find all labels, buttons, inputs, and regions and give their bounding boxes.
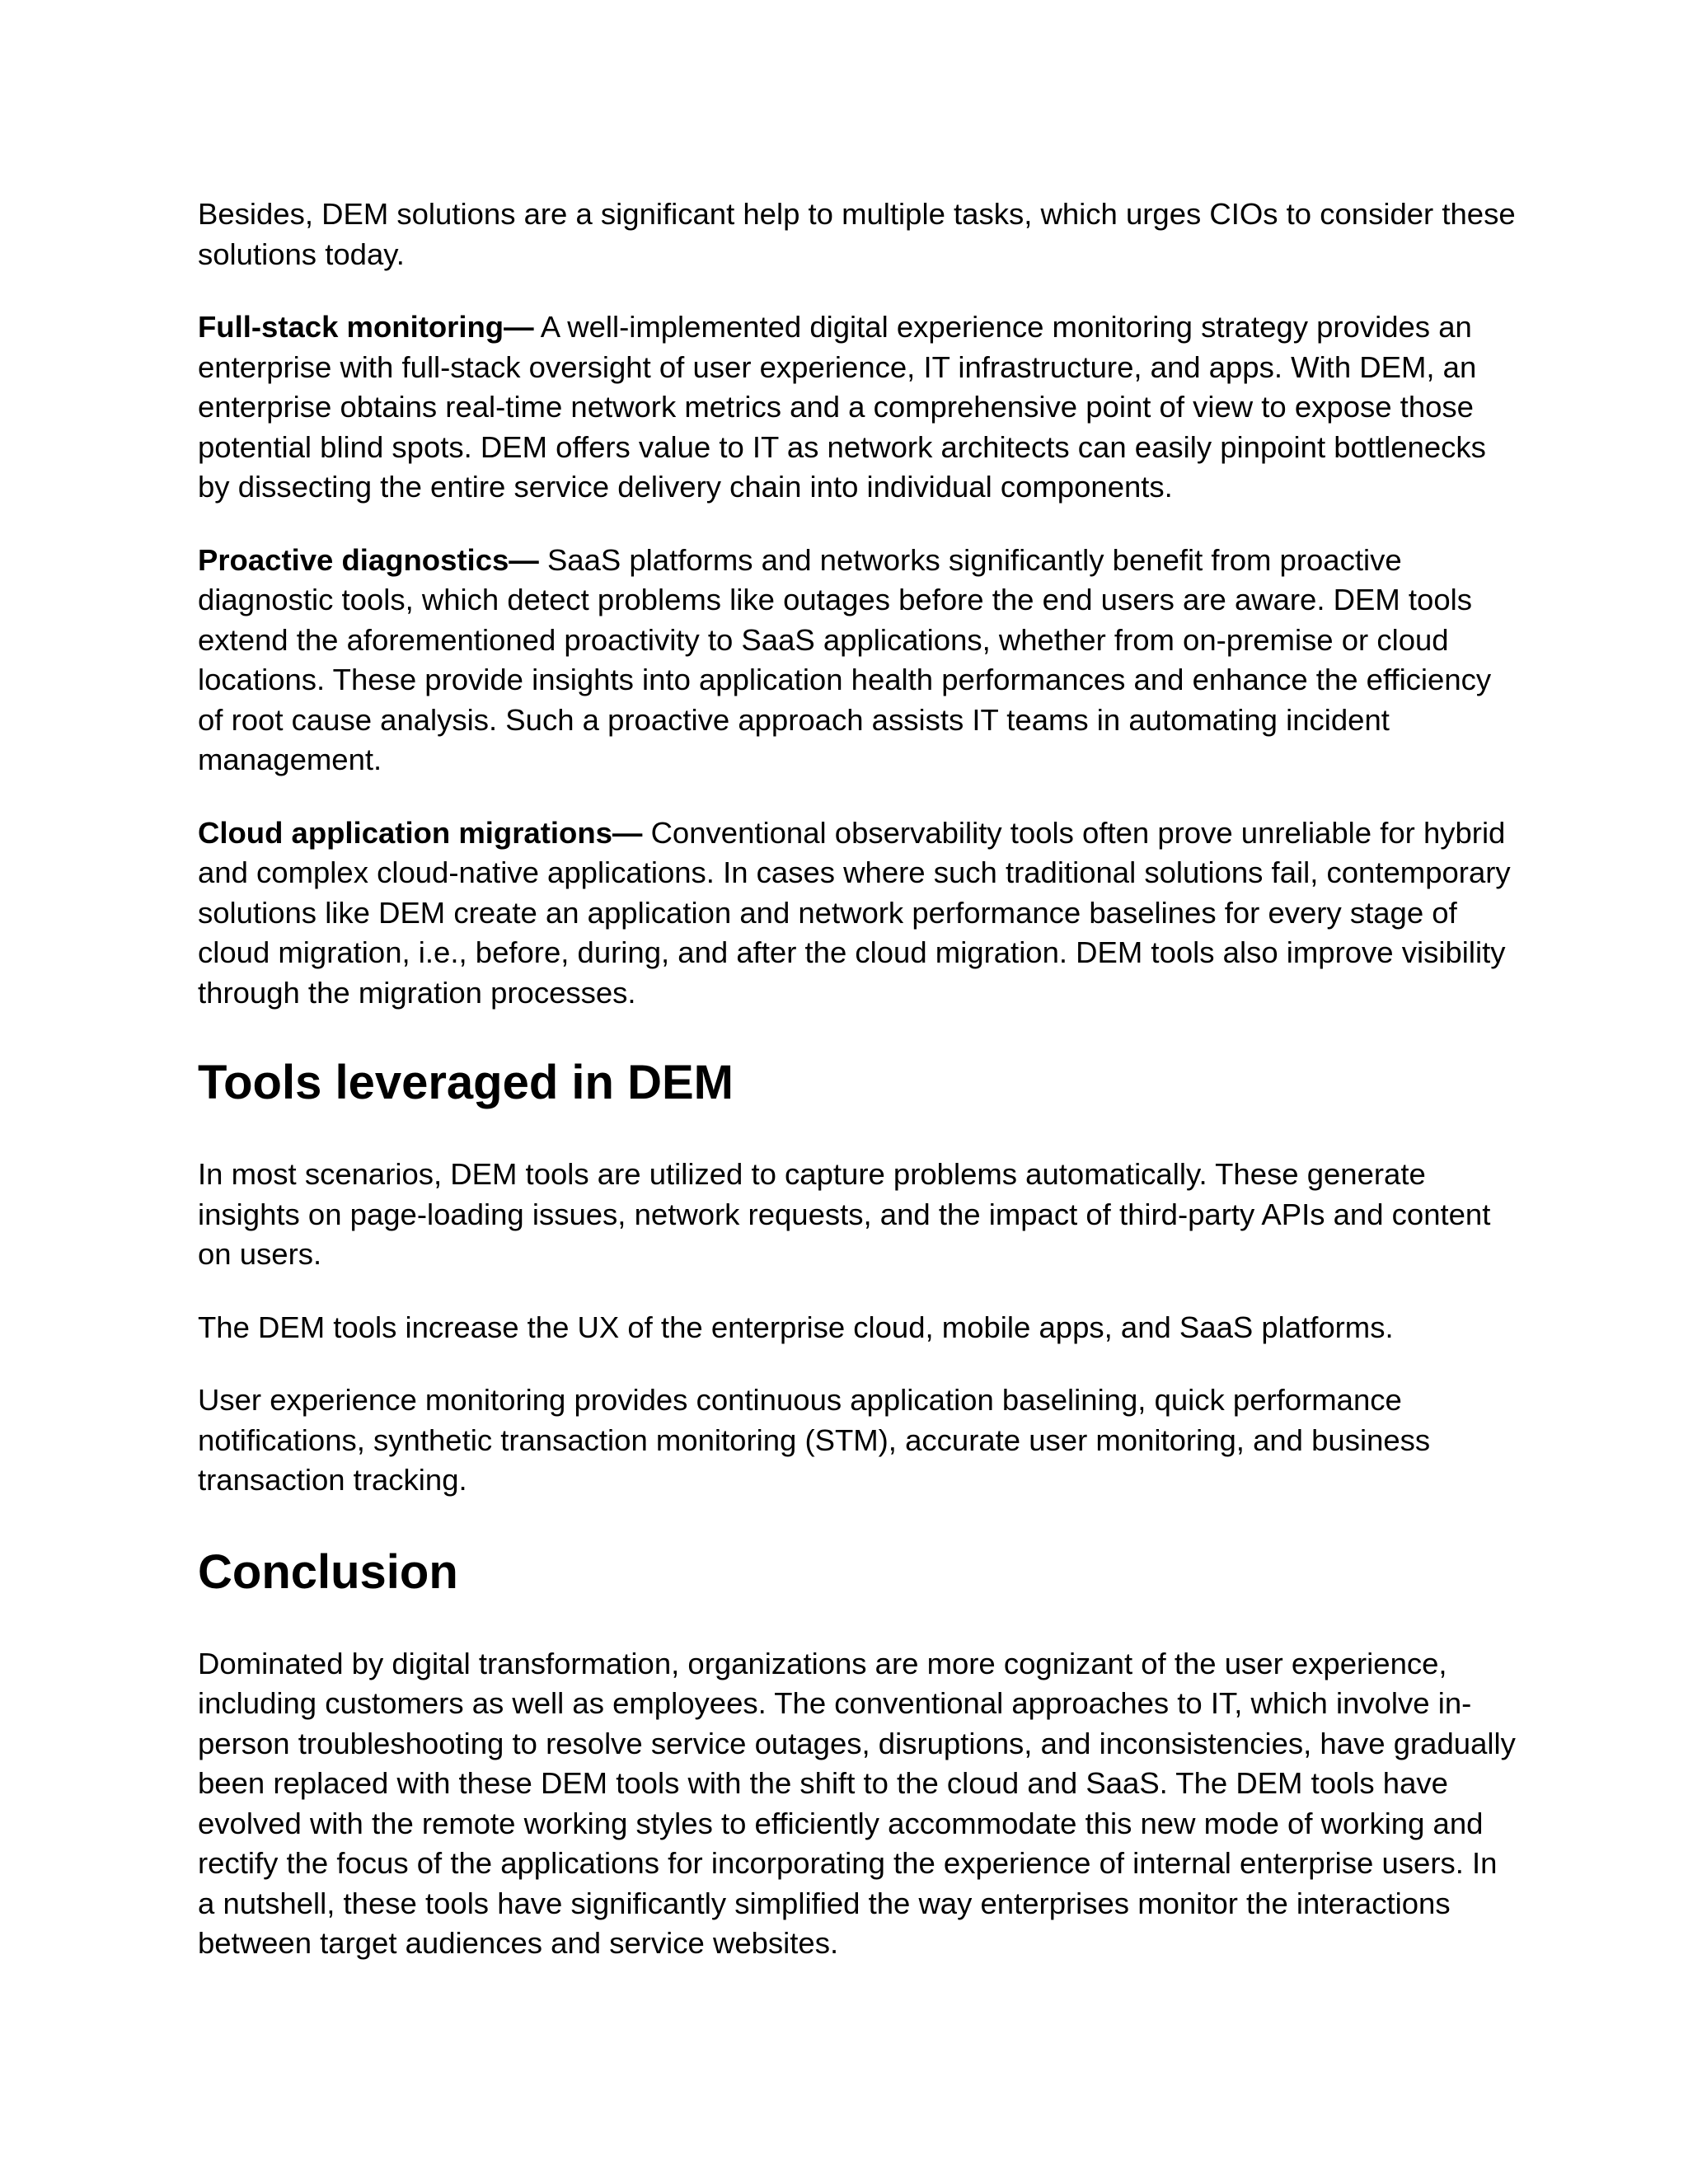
intro-paragraph: Besides, DEM solutions are a significant help to multiple tasks, which urges CIOs to consider these solutions today. [198, 197, 1516, 271]
cloud-migrations-paragraph [198, 813, 1517, 1014]
proactive-diagnostics-text: SaaS platforms and networks significantly benefit from proactive diagnostic tools, which detect problems like outages before the end users are aware. DEM tools extend the aforementioned proactivity to SaaS applications, whether from on-premise or cloud locations. These provide insights into application health performances and enhance the efficiency of root cause analysis. Such a proactive approach assists IT teams in automating incident management. [198, 542, 1492, 776]
cloud-migrations-text: Conventional observability tools often prove unreliable for hybrid and complex cloud-native applications. In cases where such traditional solutions fail, contemporary solutions like DEM create an application and network performance baselines for every stage of cloud migration, i.e., before, during, and after the cloud migration. DEM tools also improve visibility through the migration processes. [198, 815, 1511, 1010]
tools-paragraph-3: User experience monitoring provides continuous application baselining, quick performance notifications, synthetic transaction monitoring (STM), accurate user monitoring, and business transaction tracking. [198, 1383, 1431, 1497]
full-stack-monitoring-text: A well-implemented digital experience monitoring strategy provides an enterprise with full-stack oversight of user experience, IT infrastructure, and apps. With DEM, an enterprise obtains real-time network metrics and a comprehensive point of view to expose those potential blind spots. DEM offers value to IT as network architects can easily pinpoint bottlenecks by dissecting the entire service delivery chain into individual components. [198, 310, 1486, 504]
full-stack-monitoring-paragraph [198, 307, 1517, 508]
full-stack-monitoring-lead: Full-stack monitoring— [198, 310, 534, 344]
cloud-migrations-lead: Cloud application migrations— [198, 815, 643, 850]
document-page [198, 194, 1517, 1997]
tools-paragraph-1: In most scenarios, DEM tools are utilized to capture problems automatically. These generate insights on page-loading issues, network requests, and the impact of third-party APIs and content on users. [198, 1157, 1491, 1271]
proactive-diagnostics-paragraph [198, 541, 1517, 780]
conclusion-heading: Conclusion [198, 1544, 458, 1599]
tools-section-heading: Tools leveraged in DEM [198, 1056, 734, 1109]
proactive-diagnostics-lead: Proactive diagnostics— [198, 542, 539, 577]
tools-paragraph-2: The DEM tools increase the UX of the enterprise cloud, mobile apps, and SaaS platforms. [198, 1310, 1394, 1344]
conclusion-paragraph: Dominated by digital transformation, organizations are more cognizant of the user experience, including customers as well as employees. The conventional approaches to IT, which involve in-person troubleshooting to resolve service outages, disruptions, and inconsistencies, have gradually been replaced with these DEM tools with the shift to the cloud and SaaS. The DEM tools have evolved with the remote working styles to efficiently accommodate this new mode of working and rectify the focus of the applications for incorporating the experience of internal enterprise users. In a nutshell, these tools have significantly simplified the way enterprises monitor the interactions between target audiences and service websites. [198, 1646, 1516, 1960]
